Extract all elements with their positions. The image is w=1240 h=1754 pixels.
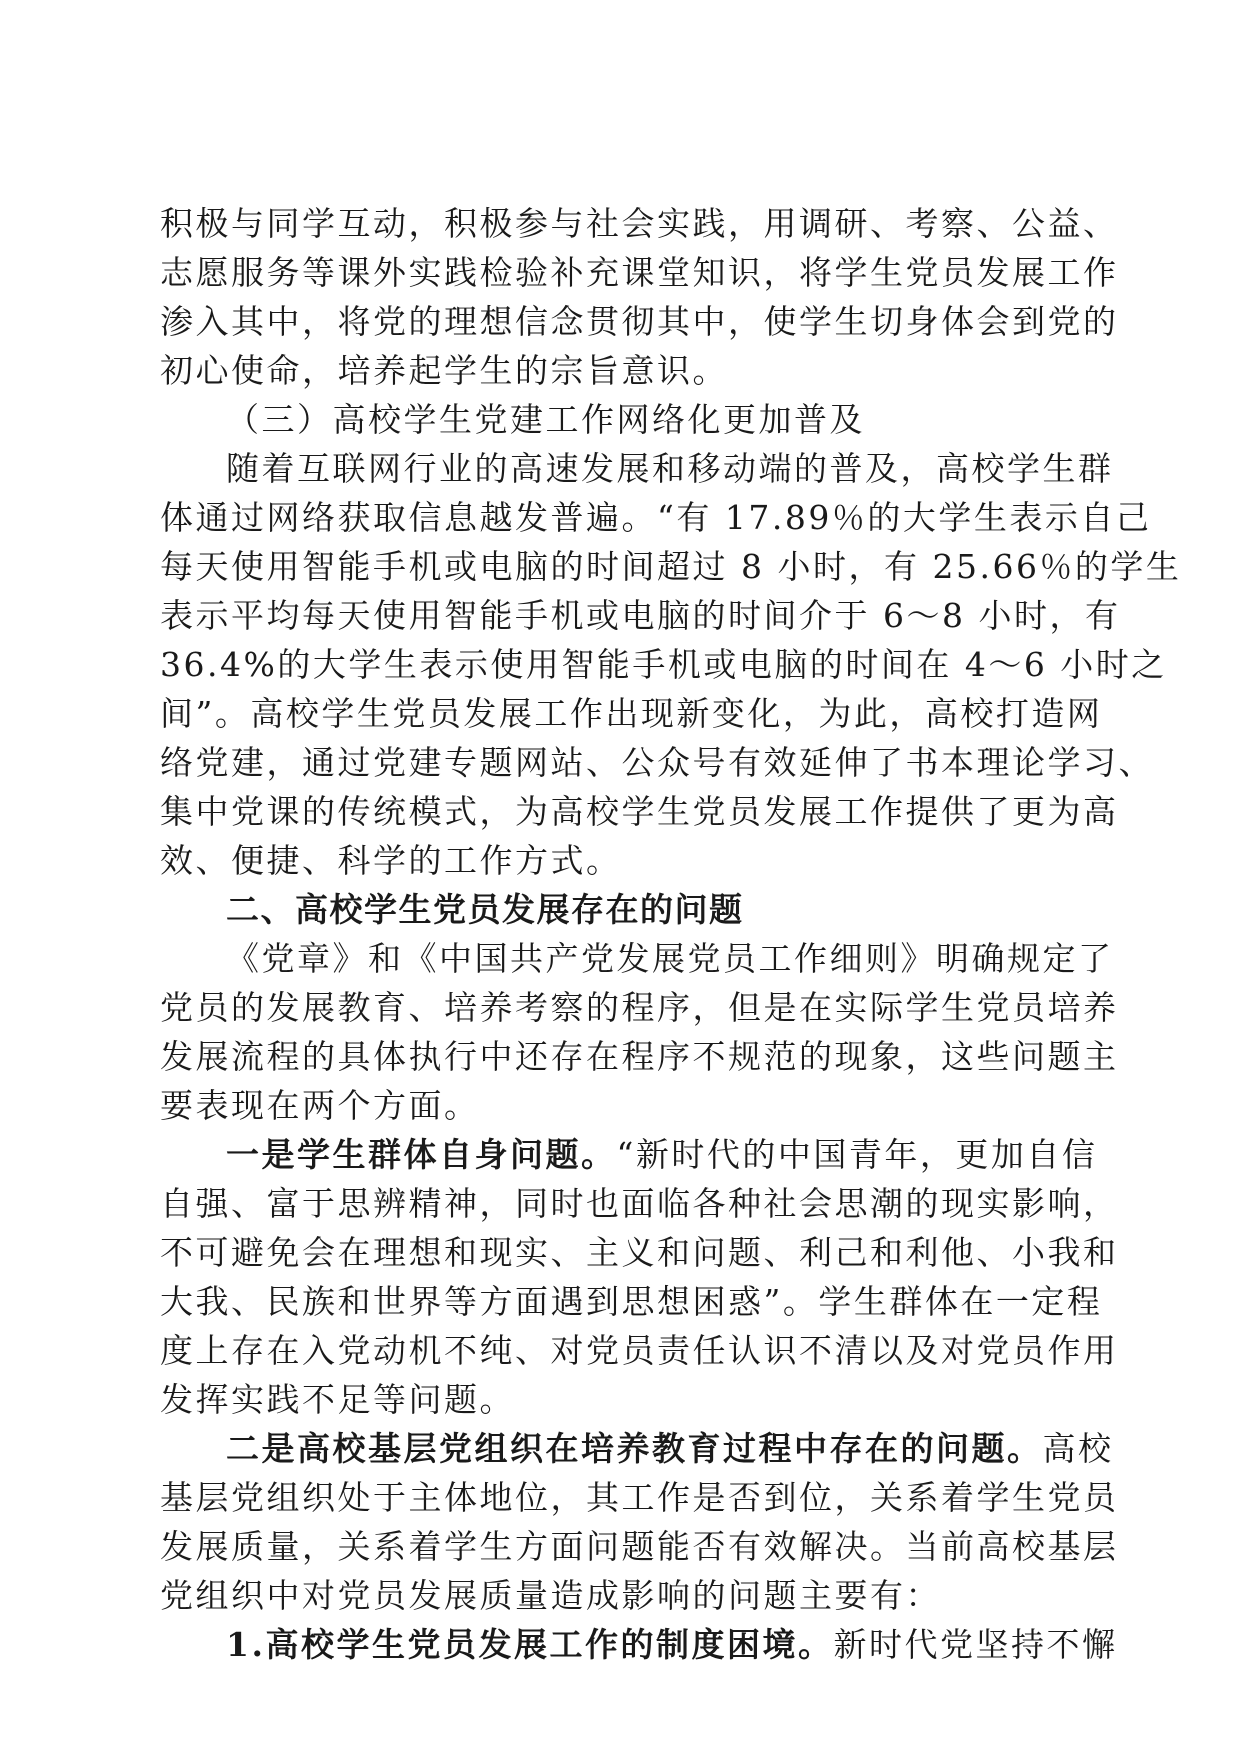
paragraph-text: 高校 — [1042, 1429, 1114, 1468]
paragraph-line: 不可避免会在理想和现实、主义和问题、利己和利他、小我和 — [160, 1233, 1119, 1272]
paragraph-line: 积极与同学互动，积极参与社会实践，用调研、考察、公益、 — [160, 204, 1119, 243]
paragraph-line: 大我、民族和世界等方面遇到思想困惑”。学生群体在一定程 — [160, 1282, 1103, 1321]
paragraph-line: 志愿服务等课外实践检验补充课堂知识，将学生党员发展工作 — [160, 253, 1119, 292]
paragraph-line: 表示平均每天使用智能手机或电脑的时间介于 6～8 小时，有 — [160, 596, 1121, 635]
bold-lead: 一是学生群体自身问题。 — [226, 1135, 617, 1174]
paragraph-line: 渗入其中，将党的理想信念贯彻其中，使学生切身体会到党的 — [160, 302, 1119, 341]
paragraph-line: 络党建，通过党建专题网站、公众号有效延伸了书本理论学习、 — [160, 743, 1154, 782]
bold-lead: 二是高校基层党组织在培养教育过程中存在的问题。 — [226, 1429, 1043, 1468]
sub-heading: （三）高校学生党建工作网络化更加普及 — [226, 400, 865, 439]
paragraph-line: 党员的发展教育、培养考察的程序，但是在实际学生党员培养 — [160, 988, 1119, 1027]
paragraph-line: 党组织中对党员发展质量造成影响的问题主要有： — [160, 1576, 941, 1615]
paragraph-line: 发挥实践不足等问题。 — [160, 1380, 515, 1419]
paragraph-line: 36.4%的大学生表示使用智能手机或电脑的时间在 4～6 小时之 — [160, 645, 1167, 684]
bold-lead: 1.高校学生党员发展工作的制度困境。 — [226, 1625, 834, 1664]
paragraph-text: “新时代的中国青年，更加自信 — [616, 1135, 1098, 1174]
paragraph-line: 发展质量，关系着学生方面问题能否有效解决。当前高校基层 — [160, 1527, 1119, 1566]
paragraph-line: 集中党课的传统模式，为高校学生党员发展工作提供了更为高 — [160, 792, 1119, 831]
paragraph-line — [226, 1424, 1114, 1474]
paragraph-line: 基层党组织处于主体地位，其工作是否到位，关系着学生党员 — [160, 1478, 1119, 1517]
paragraph-text: 新时代党坚持不懈 — [833, 1625, 1118, 1664]
paragraph-line: 度上存在入党动机不纯、对党员责任认识不清以及对党员作用 — [160, 1331, 1119, 1370]
paragraph-line: 《党章》和《中国共产党发展党员工作细则》明确规定了 — [226, 939, 1114, 978]
paragraph-line: 要表现在两个方面。 — [160, 1086, 480, 1125]
section-heading: 二、高校学生党员发展存在的问题 — [226, 890, 744, 929]
paragraph-line: 间”。高校学生党员发展工作出现新变化，为此，高校打造网 — [160, 694, 1103, 733]
paragraph-line — [226, 1620, 1118, 1670]
paragraph-line — [226, 1130, 1098, 1180]
paragraph-line: 随着互联网行业的高速发展和移动端的普及，高校学生群 — [226, 449, 1114, 488]
paragraph-line: 效、便捷、科学的工作方式。 — [160, 841, 622, 880]
paragraph-line: 自强、富于思辨精神，同时也面临各种社会思潮的现实影响， — [160, 1184, 1119, 1223]
paragraph-line: 发展流程的具体执行中还存在程序不规范的现象，这些问题主 — [160, 1037, 1119, 1076]
paragraph-line: 每天使用智能手机或电脑的时间超过 8 小时，有 25.66％的学生 — [160, 547, 1182, 586]
paragraph-line: 初心使命，培养起学生的宗旨意识。 — [160, 351, 728, 390]
paragraph-line: 体通过网络获取信息越发普遍。“有 17.89％的大学生表示自己 — [160, 498, 1152, 537]
